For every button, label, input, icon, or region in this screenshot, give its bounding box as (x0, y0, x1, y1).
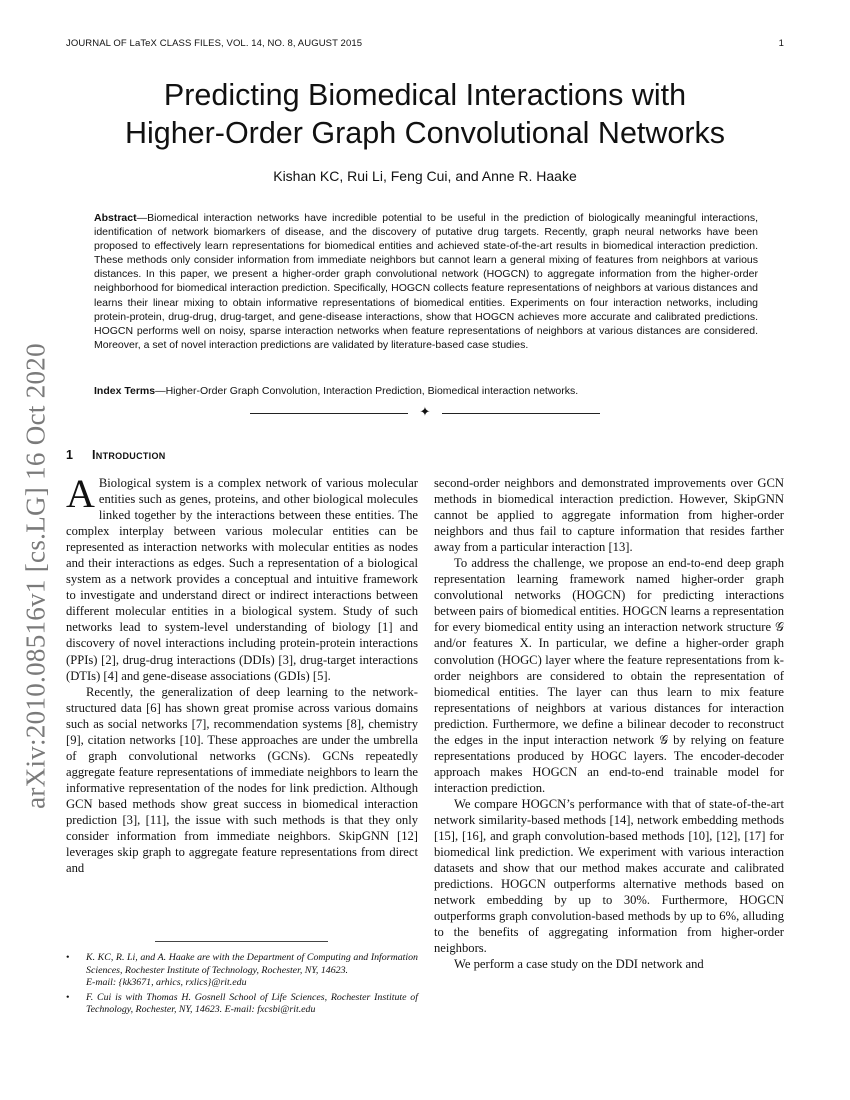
abstract-text: —Biomedical interaction networks have incredible potential to be useful in the prediction of biologically meaningful interactions, identification of network biomarkers of disease, and the discovery of putative drug targets. Recently, graph neural networks have been proposed to effectively learn representations for biomedical entities and achieved state-of-the-art results in biomedical interaction prediction. These methods only consider information from immediate neighbors but cannot learn a general mixing of features from neighbors at various distances. In this paper, we present a higher-order graph convolutional network (HOGCN) to aggregate information from the higher-order neighborhood for biomedical interaction prediction. Specifically, HOGCN collects feature representations of neighbors at various distances and learns their linear mixing to obtain informative representations of biomedical entities. Experiments on four interaction networks, including protein-protein, drug-drug, drug-target, and gene-disease interactions, show that HOGCN achieves more accurate and calibrated predictions. HOGCN performs well on noisy, sparse interaction networks when feature representations of neighbors at various distances are considered. Moreover, a set of novel interaction predictions are validated by literature-based case studies. (94, 212, 758, 351)
arxiv-identifier: arXiv:2010.08516v1 [cs.LG] 16 Oct 2020 (20, 343, 51, 809)
intro-paragraph-6: We perform a case study on the DDI network and (454, 957, 704, 972)
running-head (66, 38, 784, 49)
footnote-email: E-mail: {kk3671, arhics, rxlics}@rit.edu (86, 977, 247, 989)
index-terms-label: Index Terms (94, 385, 156, 397)
left-column (66, 471, 418, 876)
divider-line-left (250, 413, 408, 414)
title-line-1: Predicting Biomedical Interactions with (163, 78, 687, 112)
arxiv-sidebar (8, 296, 64, 856)
intro-paragraph-3: second-order neighbors and demonstrated improvements over GCN methods in biomedical interaction prediction. However, SkipGNN cannot be applied to aggregate information from higher-order neighbors and thus fail to capture information that resides farther away from a particular interaction [13]. (434, 476, 784, 555)
diamond-ornament-icon: ✦ (419, 404, 431, 419)
section-divider (250, 406, 600, 420)
intro-paragraph-4: To address the challenge, we propose an end-to-end deep graph representation learning framework named higher-order graph convolutional networks (HOGCN) for predicting interactions between pairs of biomedical entities. HOGCN learns a representation for every biomedical entity using an interaction network structure 𝒢 and/or features X. In particular, we define a higher-order graph convolution (HOGC) layer where the feature representations from k-order neighbors are considered to obtain the representation of biomedical entities. The layer can thus learn to mix feature representations of neighbors at various distances for interaction prediction. Furthermore, we define a bilinear decoder to reconstruct the edges in the input interaction network 𝒢 by relying on feature representations produced by HOGC layers. The encoder-decoder approach makes HOGCN an end-to-end trainable model for interaction prediction. (434, 556, 784, 795)
divider-line-right (442, 413, 600, 414)
intro-paragraph-5: We compare HOGCN’s performance with that of state-of-the-art network similarity-based methods [14], network embedding methods [15], [16], and graph convolution-based methods [10], [12], [17] for biomedical link prediction. We experiment with various interaction datasets and show that our method makes accurate and calibrated predictions. HOGCN outperforms alternative methods based on network embedding by up to 30%. Furthermore, HOGCN outperforms graph convolution-based methods by up to 6%, alluding to the benefits of aggregating information from higher-order neighbors. (434, 796, 784, 956)
footnote-text: K. KC, R. Li, and A. Haake are with the Department of Computing and Information Sciences, Rochester Institute of Technology, Rochester, NY, 14623. (86, 952, 418, 976)
footnote-affiliation-1 (66, 952, 418, 990)
intro-paragraph-1 (66, 471, 418, 684)
section-title: Introduction (92, 448, 166, 462)
title-line-2: Higher-Order Graph Convolutional Networks (124, 116, 726, 150)
section-number: 1 (66, 448, 74, 462)
paper-title (66, 76, 784, 152)
footnote-rule (155, 941, 328, 942)
journal-header: JOURNAL OF LaTeX CLASS FILES, VOL. 14, NO. 8, AUGUST 2015 (66, 38, 363, 49)
page-number: 1 (778, 38, 784, 49)
abstract-label: Abstract (94, 212, 137, 224)
author-list: Kishan KC, Rui Li, Feng Cui, and Anne R. Haake (273, 168, 577, 184)
index-terms (94, 385, 758, 397)
footnote-text: F. Cui is with Thomas H. Gosnell School of Life Sciences, Rochester Institute of Technology, Rochester, NY, 14623. E-mail: fxcsbi@rit.edu (86, 991, 418, 1016)
index-terms-text: —Higher-Order Graph Convolution, Interaction Prediction, Biomedical interaction networks. (155, 385, 579, 397)
footnote-affiliation-2 (66, 992, 418, 1017)
footnotes (66, 952, 418, 1019)
footnote-bullet: • (66, 952, 70, 963)
section-heading (66, 448, 166, 462)
intro-paragraph-1-text: Biological system is a complex network of various molecular entities such as genes, proteins, and other biological molecules linked together by the interactions between these entities. The complex interplay between various molecular entities can be represented as interaction networks with molecular entities as nodes and their interactions as edges. Such a representation of a biological system as a network provides a conceptual and intuitive framework to investigate and understand direct or indirect interactions between different molecular entities in a biological system. Study of such networks lead to system-level understanding of biology [1] and discovery of novel interactions including protein-protein interactions (PPIs) [2], drug-drug interactions (DDIs) [3], drug-target interactions (DTIs) [4] and gene-disease associations (GDIs) [5]. (66, 476, 418, 683)
right-column (434, 475, 784, 972)
intro-paragraph-2: Recently, the generalization of deep learning to the network-structured data [6] has shown great promise across various domains such as social networks [7], recommendation systems [8], chemistry [9], citation networks [10]. These approaches are under the umbrella of graph convolutional networks (GCNs). GCNs repeatedly aggregate feature representations of immediate neighbors to learn the informative representation of the nodes for link prediction. Although GCN based methods show great success in biomedical interaction prediction [3], [11], the issue with such methods is that they only consider information from immediate neighbors. SkipGNN [12] leverages skip graph to aggregate feature representations from direct and (66, 684, 418, 876)
footnote-bullet: • (66, 991, 70, 1003)
abstract (94, 211, 758, 352)
drop-cap: A (66, 471, 95, 516)
